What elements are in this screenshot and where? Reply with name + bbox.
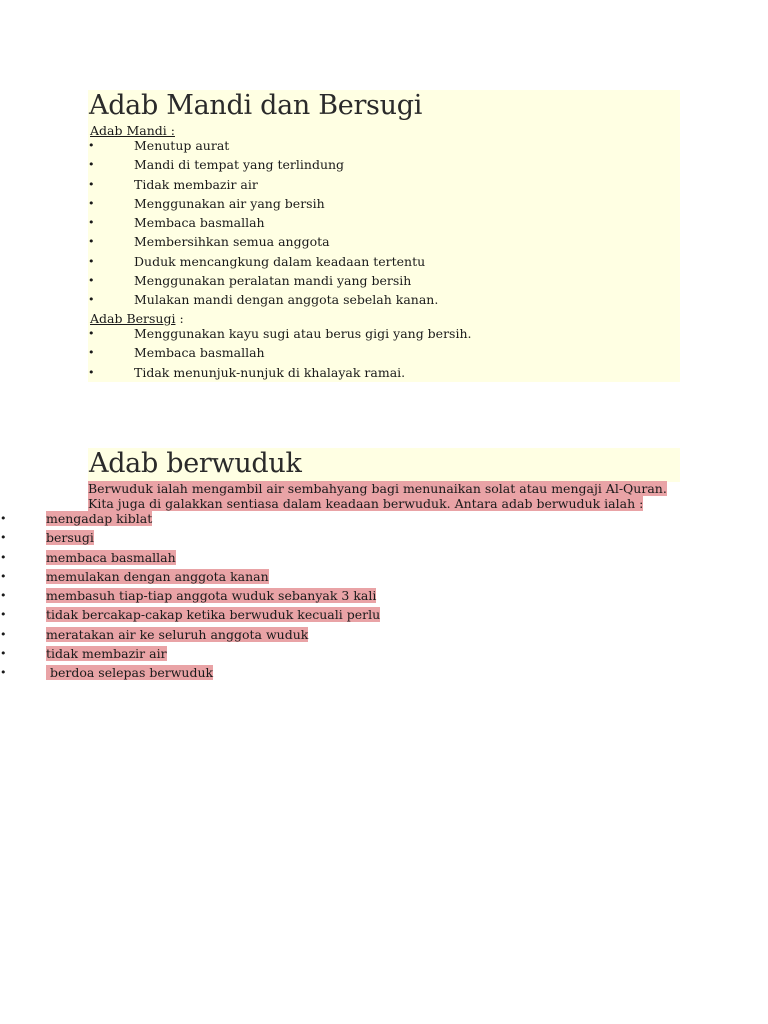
list-item: • tidak bercakap-cakap ketika berwuduk kecuali perlu — [0, 607, 381, 623]
bullet-icon: • — [88, 216, 95, 230]
list-item: • Mandi di tempat yang terlindung — [88, 157, 345, 173]
list-item: • Menutup aurat — [88, 138, 230, 153]
wuduk-intro-paragraph: Berwuduk ialah mengambil air sembahyang bagi menunaikan solat atau mengaji Al-Quran. Kita juga di galakkan sentiasa dalam keadaan berwuduk. Antara adab berwuduk ialah : — [88, 481, 667, 511]
adab-bersugi-label: Adab Bersugi : — [90, 311, 184, 326]
section-title-wuduk: Adab berwuduk — [89, 448, 302, 479]
adab-mandi-label: Adab Mandi : — [90, 123, 175, 138]
bullet-icon: • — [88, 293, 95, 307]
bullet-icon: • — [88, 235, 95, 249]
list-item: • tidak membazir air — [0, 646, 167, 662]
adab-berwuduk-list — [0, 511, 592, 685]
list-item: • Membersihkan semua anggota — [88, 234, 330, 250]
section-adab-mandi — [88, 90, 680, 382]
list-item: • berdoa selepas berwuduk — [0, 665, 214, 681]
bullet-icon: • — [0, 512, 7, 525]
bullet-icon: • — [88, 327, 95, 340]
list-item: • Duduk mencangkung dalam keadaan tertentu — [88, 253, 426, 269]
list-item: • meratakan air ke seluruh anggota wuduk — [0, 626, 309, 642]
bullet-icon: • — [88, 274, 95, 288]
list-item: • membasuh tiap-tiap anggota wuduk sebanyak 3 kali — [0, 588, 377, 604]
bullet-icon: • — [88, 196, 95, 210]
bullet-icon: • — [0, 627, 7, 641]
bullet-icon: • — [88, 254, 95, 268]
bullet-icon: • — [0, 666, 7, 680]
bullet-icon: • — [0, 531, 7, 545]
list-item: • Tidak menunjuk-nunjuk di khalayak ramai. — [88, 364, 406, 380]
list-item: • Menggunakan kayu sugi atau berus gigi yang bersih. — [88, 326, 472, 341]
bullet-icon: • — [0, 569, 7, 583]
list-item: • bersugi — [0, 530, 94, 546]
list-item: • Tidak membazir air — [88, 176, 258, 192]
list-item: • Membaca basmallah — [88, 345, 265, 361]
section-title-mandi: Adab Mandi dan Bersugi — [89, 90, 423, 121]
list-item: • Membaca basmallah — [88, 215, 265, 231]
adab-mandi-list — [88, 138, 680, 312]
bullet-icon: • — [0, 550, 7, 564]
bullet-icon: • — [0, 589, 7, 603]
bullet-icon: • — [0, 647, 7, 661]
bullet-icon: • — [88, 158, 95, 172]
list-item: • mengadap kiblat — [0, 511, 153, 526]
list-item: • Mulakan mandi dengan anggota sebelah kanan. — [88, 292, 439, 308]
bullet-icon: • — [88, 365, 95, 379]
bullet-icon: • — [88, 346, 95, 360]
list-item: • Menggunakan air yang bersih — [88, 195, 325, 211]
list-item: • Menggunakan peralatan mandi yang bersih — [88, 273, 412, 289]
bullet-icon: • — [88, 139, 95, 152]
bullet-icon: • — [0, 608, 7, 622]
adab-bersugi-list — [88, 326, 680, 384]
bullet-icon: • — [88, 177, 95, 191]
section-adab-berwuduk-header — [88, 448, 680, 482]
list-item: • membaca basmallah — [0, 549, 176, 565]
list-item: • memulakan dengan anggota kanan — [0, 568, 269, 584]
